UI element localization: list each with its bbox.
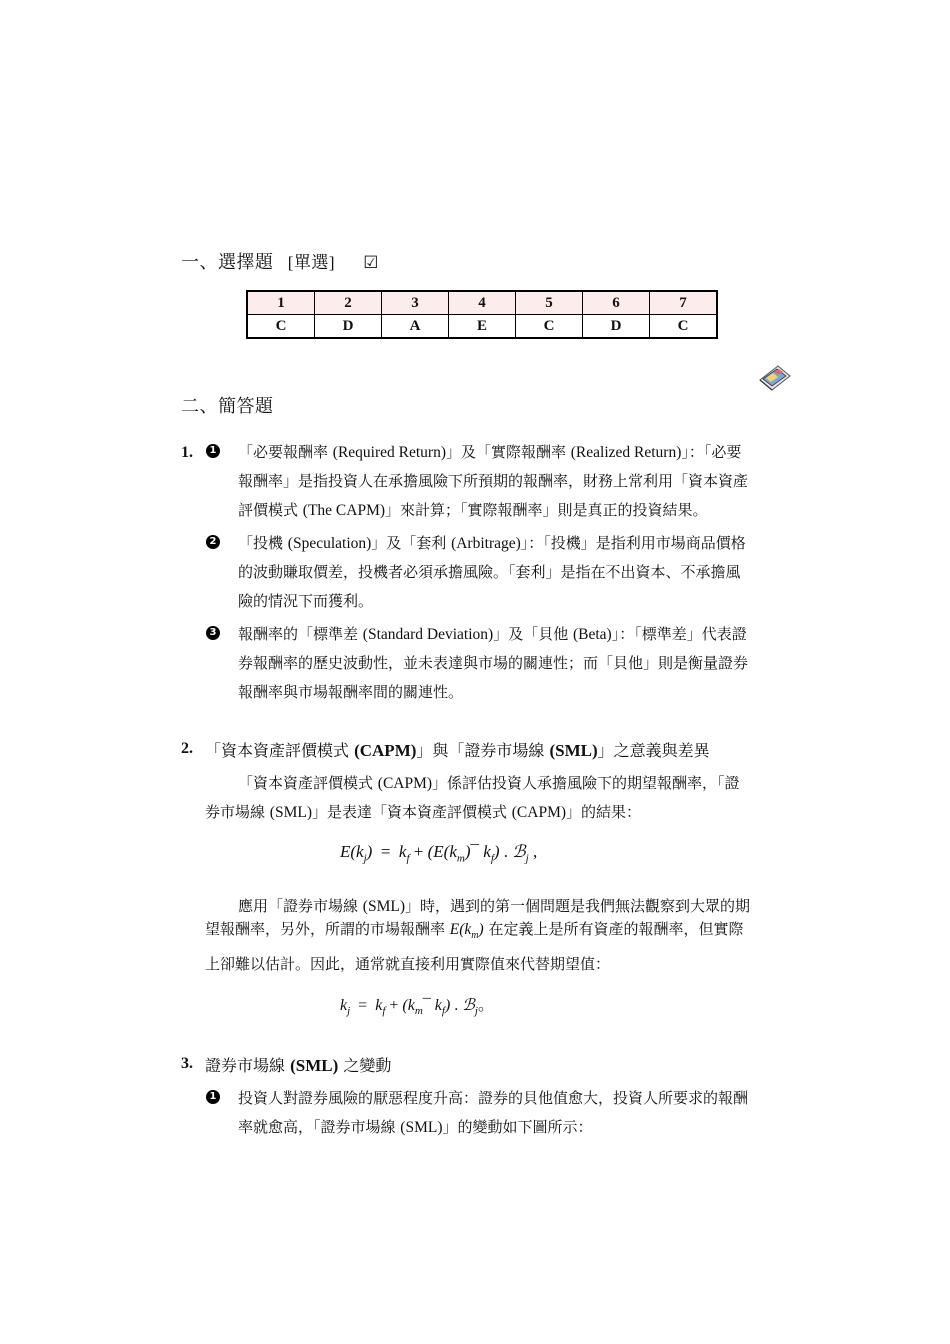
answer-header-cell: 3 — [382, 291, 449, 315]
q2-p2-line2: 望報酬率，另外，所謂的市場報酬率 $E(k_m)$ 在定義上是所有資產的報酬率，但實際 — [205, 920, 744, 942]
q1-b1-line1: 「必要報酬率 (Required Return)」及「實際報酬率 (Realized Return)」：「必要 — [238, 443, 742, 461]
answer-cell: D — [583, 315, 650, 339]
question-number: 2. — [181, 740, 193, 757]
answer-header-cell: 1 — [247, 291, 315, 315]
notebook-icon — [758, 362, 792, 392]
checkbox-icon: ☑ — [363, 253, 380, 273]
q2-p1-line1: 「資本資產評價模式 (CAPM)」係評估投資人承擔風險下的期望報酬率，「證 — [238, 774, 740, 792]
q1-b2-line3: 險的情況下而獲利。 — [238, 592, 374, 610]
q1-b2-line2: 的波動賺取價差，投機者必須承擔風險。「套利」是指在不出資本、不承擔風 — [238, 563, 741, 581]
bullet-icon: 3 — [206, 626, 220, 640]
answer-table-row — [247, 315, 717, 339]
answer-cell: C — [516, 315, 583, 339]
answer-header-cell: 2 — [315, 291, 382, 315]
q2-p1-line2: 券市場線 (SML)」是表達「資本資產評價模式 (CAPM)」的結果： — [205, 803, 642, 821]
answer-cell: A — [382, 315, 449, 339]
answer-table-header-row — [247, 291, 717, 315]
question-number: 1. — [181, 444, 193, 461]
q1-b3-line3: 報酬率與市場報酬率間的關連性。 — [238, 683, 464, 701]
q3-b1-line1: 投資人對證券風險的厭惡程度升高：證券的貝他值愈大，投資人所要求的報酬 — [238, 1089, 749, 1107]
bullet-icon: 1 — [206, 1090, 220, 1104]
q1-b3-line2: 券報酬率的歷史波動性，並未表達與市場的關連性；而「貝他」則是衡量證券 — [238, 654, 749, 672]
answer-header-cell: 5 — [516, 291, 583, 315]
question-number: 3. — [181, 1055, 193, 1072]
q1-b2-line1: 「投機 (Speculation)」及「套利 (Arbitrage)」：「投機」是指利用市場商品價格 — [238, 534, 746, 552]
q2-p2-line1: 應用「證券市場線 (SML)」時，遇到的第一個問題是我們無法觀察到大眾的期 — [238, 897, 750, 915]
answer-cell: D — [315, 315, 382, 339]
q2-p2-line3: 上卻難以估計。因此，通常就直接利用實際值來代替期望值： — [205, 955, 611, 973]
section1-title: 一、選擇題 [單選] ☑ — [181, 252, 380, 273]
answer-cell: C — [650, 315, 718, 339]
answer-header-cell: 7 — [650, 291, 718, 315]
q1-b3-line1: 報酬率的「標準差 (Standard Deviation)」及「貝他 (Beta)」：「標準差」代表證 — [238, 625, 747, 643]
section2-title: 二、簡答題 — [181, 396, 274, 417]
q1-b1-line3: 評價模式 (The CAPM)」來計算；「實際報酬率」則是真正的投資結果。 — [238, 501, 708, 519]
section1-bracket: [單選] — [287, 253, 336, 272]
q2-title: 「資本資產評價模式 (CAPM)」與「證券市場線 (SML)」之意義與差異 — [205, 741, 710, 760]
answer-cell: C — [247, 315, 315, 339]
capm-formula: $E(k_j) = k_f$ + ($E(k_m)¯$ $k_f$) . ℬ$_j$ , — [340, 842, 538, 865]
answer-header-cell: 4 — [449, 291, 516, 315]
q3-title: 證券市場線 (SML) 之變動 — [205, 1056, 392, 1075]
market-return-symbol: $E(k_m)$ — [449, 921, 484, 942]
answer-cell: E — [449, 315, 516, 339]
realized-formula: $k_j = k_f$ + ($k_m¯$ $k_f$) . ℬ$_j$。 — [340, 997, 494, 1018]
bullet-icon: 2 — [206, 535, 220, 549]
answer-table — [246, 290, 718, 339]
q3-b1-line2: 率就愈高，「證券市場線 (SML)」的變動如下圖所示： — [238, 1118, 593, 1136]
answer-header-cell: 6 — [583, 291, 650, 315]
q1-b1-line2: 報酬率」是指投資人在承擔風險下所預期的報酬率，財務上常利用「資本資產 — [238, 472, 749, 490]
bullet-icon: 1 — [206, 444, 220, 458]
